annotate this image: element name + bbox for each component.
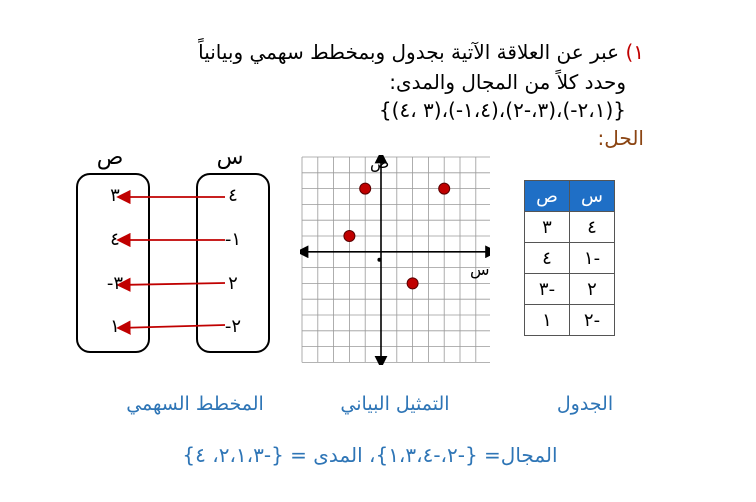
table-cell: -٣	[525, 274, 570, 305]
table-cell: ٣	[525, 212, 570, 243]
table-row	[525, 274, 615, 305]
arrow-diagram-caption: المخطط السهمي	[126, 393, 264, 415]
table-cell: ٤	[570, 212, 615, 243]
question-line-1	[198, 40, 644, 64]
plotted-point	[407, 278, 418, 289]
domain-item: -١	[224, 229, 242, 250]
table-header-y: ص	[525, 181, 570, 212]
x-axis-label: س	[470, 260, 490, 279]
question-text: عبر عن العلاقة الآتية بجدول وبمخطط سهمي وبيانياً	[198, 40, 620, 64]
domain-range-result: المجال= {-٢،-١،٣،٤}، المدى = {-٢،١،٣، ٤}	[182, 443, 558, 467]
domain-header: س	[216, 145, 244, 170]
table-cell: ٢	[570, 274, 615, 305]
origin-marker	[377, 258, 381, 262]
y-axis-label: ص	[370, 153, 390, 172]
arrow-diagram	[70, 145, 280, 360]
relation-table	[524, 180, 615, 336]
range-header: ص	[96, 145, 124, 170]
table-caption: الجدول	[556, 393, 614, 415]
question-number: ١)	[625, 40, 644, 64]
table-cell: ١	[525, 305, 570, 336]
plotted-point	[439, 183, 450, 194]
table-row	[525, 243, 615, 274]
domain-item: ٤	[228, 185, 238, 206]
table-header-x: س	[570, 181, 615, 212]
range-item: ٣	[110, 185, 120, 206]
domain-item: -٢	[224, 316, 242, 337]
table-cell: -١	[570, 243, 615, 274]
range-item: -٣	[106, 273, 124, 294]
table-cell: -٢	[570, 305, 615, 336]
table-header-row	[525, 181, 615, 212]
table-row	[525, 212, 615, 243]
question-line-2: وحدد كلاً من المجال والمدى:	[389, 70, 626, 94]
coordinate-graph	[300, 155, 490, 365]
plotted-point	[344, 231, 355, 242]
plotted-point	[360, 183, 371, 194]
question-relation: {(٣ ،٤)،(-١،٤)،(٣،-٢)،(-٢،١)}	[378, 98, 626, 122]
graph-caption: التمثيل البياني	[340, 393, 450, 415]
solution-label: الحل:	[597, 126, 644, 150]
table-cell: ٤	[525, 243, 570, 274]
range-item: ١	[110, 316, 120, 337]
range-item: ٤	[110, 229, 120, 250]
table-row	[525, 305, 615, 336]
domain-item: ٢	[228, 273, 238, 294]
